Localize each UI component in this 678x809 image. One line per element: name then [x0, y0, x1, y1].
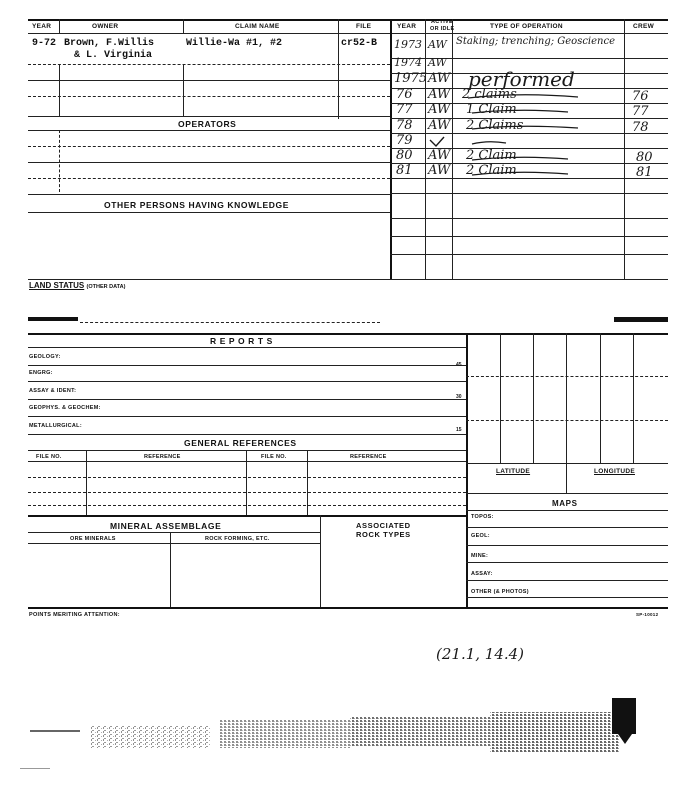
grid-col [600, 333, 601, 463]
report-engrg: ENGRG: [29, 370, 53, 376]
log-status-2: AW [428, 56, 447, 69]
log-status-3: AW [428, 71, 451, 86]
record-owner-line1: Brown, F.Willis [64, 38, 155, 49]
log-status-6: AW [428, 118, 451, 133]
log-crew-5: 77 [632, 104, 649, 119]
map-geol: GEOL: [471, 533, 490, 539]
map-other: OTHER (& PHOTOS) [471, 589, 529, 595]
log-year-6: 78 [396, 118, 413, 133]
col-divider [170, 532, 171, 607]
row-line [28, 532, 320, 533]
row-line [28, 477, 466, 478]
record-year: 9-72 [32, 38, 57, 49]
header-owner: OWNER [92, 23, 119, 30]
log-year-3: 1975 [394, 71, 428, 86]
row-line [28, 416, 466, 417]
lower-top-border [28, 333, 668, 335]
scan-mark [614, 317, 668, 322]
log-operation-3: performed [468, 67, 575, 91]
col-divider [183, 19, 184, 33]
header-crew: CREW [633, 23, 655, 30]
log-year-7: 79 [396, 133, 413, 148]
log-operation-9: 2 Claim [466, 163, 517, 178]
header-year: YEAR [32, 23, 52, 30]
row-line [28, 178, 390, 179]
grid-row [466, 463, 668, 464]
row-line [466, 545, 668, 546]
header-or-idle: OR IDLE [430, 26, 455, 32]
ref-header-file-no-1: FILE NO. [36, 454, 62, 460]
row-line [466, 493, 668, 494]
ref-header-reference-1: REFERENCE [144, 454, 181, 460]
row-line [28, 116, 390, 117]
col-divider [320, 515, 321, 607]
report-scale-30: 30 [456, 394, 462, 400]
log-row-line [390, 236, 668, 237]
scan-noise-strip [20, 690, 670, 780]
row-line [28, 80, 390, 81]
row-line [28, 130, 390, 131]
ore-minerals-header: ORE MINERALS [70, 536, 116, 542]
report-scale-45: 45 [456, 362, 462, 368]
associated-rock-types-2: ROCK TYPES [356, 530, 411, 539]
log-year-2: 1974 [394, 56, 422, 69]
row-line [28, 505, 466, 506]
record-claim-name: Willie-Wa #1, #2 [186, 38, 283, 49]
row-line [28, 543, 320, 544]
log-crew-9: 81 [636, 165, 653, 180]
ref-header-file-no-2: FILE NO. [261, 454, 287, 460]
log-status-4: AW [428, 87, 451, 102]
row-line [28, 492, 466, 493]
latitude-label: LATITUDE [496, 468, 531, 475]
lower-bottom-border [28, 607, 668, 609]
check-mark-icon [428, 136, 448, 148]
report-geophys: GEOPHYS. & GEOCHEM: [29, 405, 101, 411]
report-geology: GEOLOGY: [29, 354, 61, 360]
log-row-line [390, 193, 668, 194]
log-status-8: AW [428, 148, 451, 163]
coordinates-note: (21.1, 14.4) [436, 645, 525, 663]
row-line [28, 461, 466, 462]
log-row-line [390, 218, 668, 219]
log-crew-4: 76 [632, 89, 649, 104]
col-divider [466, 333, 468, 607]
report-assay: ASSAY & IDENT: [29, 388, 77, 394]
row-line [28, 96, 390, 97]
row-line [28, 194, 390, 195]
header-type-of-operation: TYPE OF OPERATION [490, 23, 563, 30]
row-line [28, 434, 466, 435]
col-divider [338, 19, 339, 119]
header-file: FILE [356, 23, 372, 30]
row-line [28, 399, 466, 400]
row-line [28, 365, 466, 366]
log-operation-8: 2 Claim [466, 148, 517, 163]
record-file: cr52-B [341, 38, 378, 49]
col-divider [59, 64, 60, 116]
row-line [28, 212, 390, 213]
header-log-year: YEAR [397, 23, 417, 30]
reports-title: R E P O R T S [210, 336, 273, 346]
log-row-line [390, 254, 668, 255]
log-crew-8: 80 [636, 150, 653, 165]
log-status-5: AW [428, 102, 451, 117]
other-persons-title: OTHER PERSONS HAVING KNOWLEDGE [104, 200, 290, 210]
log-year-8: 80 [396, 148, 413, 163]
log-operation-5: 1 Claim [466, 102, 517, 117]
grid-col [533, 333, 534, 463]
form-number: SP-10012 [636, 612, 659, 617]
general-references-title: GENERAL REFERENCES [184, 438, 297, 448]
report-scale-15: 15 [456, 427, 462, 433]
row-line [466, 580, 668, 581]
grid-col [566, 333, 567, 493]
map-assay: ASSAY: [471, 571, 493, 577]
log-operation-4: 2 claims [462, 87, 517, 102]
grid-col [633, 333, 634, 463]
log-crew-6: 78 [632, 120, 649, 135]
row-line [28, 146, 390, 147]
row-line [28, 347, 466, 348]
grid-col [500, 333, 501, 463]
log-year-4: 76 [396, 87, 413, 102]
log-status-1: AW [428, 38, 447, 51]
top-border [28, 19, 668, 21]
operators-title: OPERATORS [178, 119, 237, 129]
row-line [466, 597, 668, 598]
log-year-9: 81 [396, 163, 413, 178]
map-topos: TOPOS: [471, 514, 494, 520]
row-line [466, 510, 668, 511]
log-operation-6: 2 Claims [466, 118, 524, 133]
log-status-9: AW [428, 163, 451, 178]
row-line [28, 64, 390, 65]
log-operation-1: Staking; trenching; Geoscience [456, 36, 615, 47]
points-meriting-attention: POINTS MERITING ATTENTION: [29, 612, 120, 618]
report-metallurgical: METALLURGICAL: [29, 423, 82, 429]
ref-header-reference-2: REFERENCE [350, 454, 387, 460]
associated-rock-types-1: ASSOCIATED [356, 521, 411, 530]
col-divider [59, 19, 60, 33]
header-underline [28, 33, 668, 34]
row-line [28, 515, 466, 517]
mineral-assemblage-title: MINERAL ASSEMBLAGE [110, 521, 222, 531]
log-year-5: 77 [396, 102, 413, 117]
dashed-rule [80, 322, 380, 323]
maps-title: MAPS [552, 499, 578, 508]
section-bottom-line [28, 279, 668, 280]
land-status-label: LAND STATUS (OTHER DATA) [29, 281, 126, 290]
row-line [28, 381, 466, 382]
grid-row [466, 420, 668, 421]
map-mine: MINE: [471, 553, 489, 559]
header-claim-name: CLAIM NAME [235, 23, 280, 30]
col-divider [59, 130, 60, 192]
record-owner-line2: & L. Virginia [74, 50, 153, 61]
row-line [28, 162, 390, 163]
row-line [28, 450, 466, 451]
col-divider [183, 64, 184, 116]
handwriting-strokes [458, 80, 668, 180]
grid-row [466, 376, 668, 377]
row-line [466, 527, 668, 528]
longitude-label: LONGITUDE [594, 468, 635, 475]
row-line [466, 562, 668, 563]
log-year-1: 1973 [394, 38, 422, 51]
rock-forming-header: ROCK FORMING, ETC. [205, 536, 270, 542]
header-active: ACTIVE [431, 19, 453, 25]
scan-mark [28, 317, 78, 321]
